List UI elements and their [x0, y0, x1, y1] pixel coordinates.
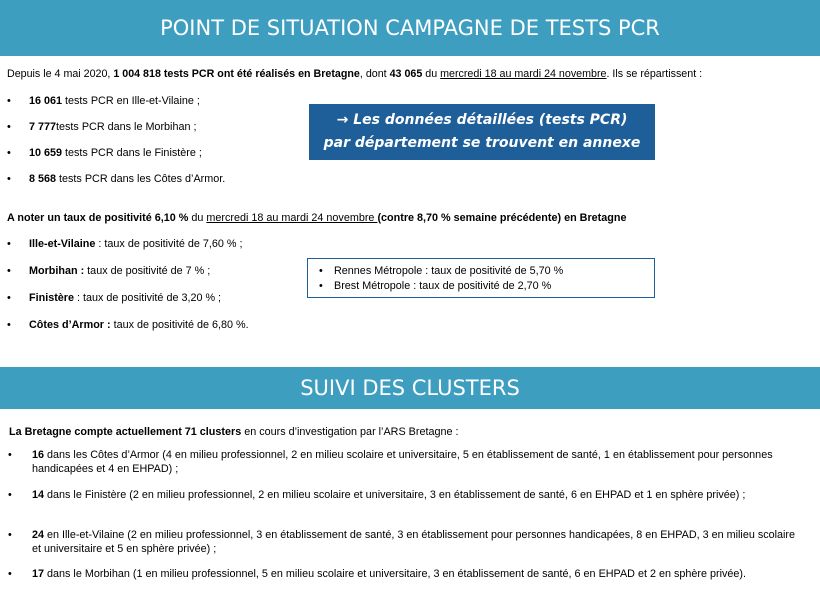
list-item: • Finistère : taux de positivité de 3,20 % ; — [29, 292, 221, 304]
clusters-banner — [0, 367, 820, 409]
list-item: • 16 dans les Côtes d’Armor (4 en milieu professionnel, 2 en milieu scolaire et universitaire, 5 en établissement de santé, 1 en établissement pour personnes handicapées et 4 en EHPAD) ; — [32, 449, 802, 476]
list-item: • 14 dans le Finistère (2 en milieu professionnel, 2 en milieu scolaire et universitaire, 3 en établissement de santé, 6 en EHPAD et 1 en sphère privée) ; — [32, 489, 802, 503]
clusters-intro: La Bretagne compte actuellement 71 clusters en cours d’investigation par l’ARS Bretagne : — [9, 426, 459, 438]
annex-callout — [309, 104, 655, 160]
list-item: • 17 dans le Morbihan (1 en milieu professionnel, 5 en milieu scolaire et universitaire, 3 en établissement de santé, 6 en EHPAD et 2 en sphère privée). — [32, 568, 802, 582]
page-title-banner — [0, 0, 820, 56]
callout-line-1: → Les données détaillées (tests PCR) — [336, 112, 628, 128]
metropoles-box — [307, 258, 655, 298]
list-item: • 7 777tests PCR dans le Morbihan ; — [29, 121, 196, 133]
total-tests: 1 004 818 tests PCR ont été réalisés en Bretagne — [113, 68, 360, 80]
list-item: • Brest Métropole : taux de positivité de 2,70 % — [334, 279, 563, 294]
list-item: • 10 659 tests PCR dans le Finistère ; — [29, 147, 202, 159]
intro-paragraph: Depuis le 4 mai 2020, 1 004 818 tests PCR ont été réalisés en Bretagne, dont 43 065 du mercredi 18 au mardi 24 novembre. Ils se répartissent : — [7, 68, 703, 80]
section-title: SUIVI DES CLUSTERS — [300, 376, 520, 400]
list-item: • 24 en Ille-et-Vilaine (2 en milieu professionnel, 3 en établissement de santé, 3 en établissement pour personnes handicapées, 8 en EHPAD, 3 en milieu scolaire et universitaire et 5 en sphère privée) ; — [32, 529, 802, 556]
page-title: POINT DE SITUATION CAMPAGNE DE TESTS PCR — [160, 16, 660, 40]
list-item: • 16 061 tests PCR en Ille-et-Vilaine ; — [29, 95, 200, 107]
list-item: • Côtes d’Armor : taux de positivité de 6,80 %. — [29, 319, 249, 331]
intro-period: mercredi 18 au mardi 24 novembre — [440, 68, 607, 80]
list-item: • Morbihan : taux de positivité de 7 % ; — [29, 265, 210, 277]
list-item: • 8 568 tests PCR dans les Côtes d’Armor. — [29, 173, 225, 185]
list-item: • Rennes Métropole : taux de positivité de 5,70 % — [334, 264, 563, 279]
callout-line-2: par département se trouvent en annexe — [323, 135, 641, 151]
positivity-note: A noter un taux de positivité 6,10 % du mercredi 18 au mardi 24 novembre (contre 8,70 % semaine précédente) en Bretagne — [7, 212, 627, 224]
weekly-tests: 43 065 — [389, 68, 423, 80]
list-item: • Ille-et-Vilaine : taux de positivité de 7,60 % ; — [29, 238, 242, 250]
